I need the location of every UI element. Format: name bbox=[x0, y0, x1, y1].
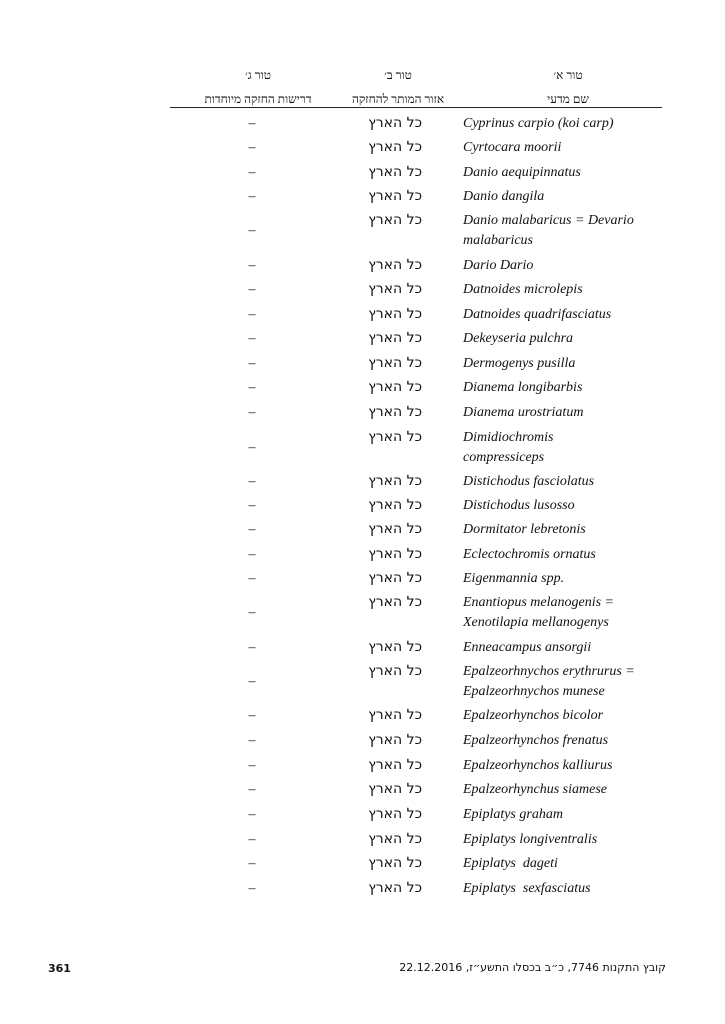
scientific-name: Eclectochromis ornatus bbox=[463, 547, 596, 562]
scientific-name: Epiplatys sexfasciatus bbox=[463, 881, 591, 896]
special-requirements: – bbox=[248, 807, 256, 822]
scientific-name: Dianema urostriatum bbox=[463, 405, 584, 420]
special-requirements: – bbox=[248, 547, 256, 562]
special-requirements: – bbox=[248, 733, 256, 748]
special-requirements: – bbox=[248, 356, 256, 371]
scientific-name: Epalzeorhynchos frenatus bbox=[463, 733, 609, 748]
permitted-area: כל הארץ bbox=[368, 880, 422, 896]
special-requirements: – bbox=[248, 708, 256, 723]
special-requirements: – bbox=[248, 498, 256, 513]
permitted-area: כל הארץ bbox=[368, 781, 422, 797]
scientific-name: Epalzeorhnychos erythrurus = Epalzeorhnychos munese bbox=[463, 664, 635, 699]
scientific-name: Dermogenys pusilla bbox=[463, 356, 576, 371]
permitted-area: כל הארץ bbox=[368, 306, 422, 322]
special-requirements: – bbox=[248, 881, 256, 896]
permitted-area: כל הארץ bbox=[368, 663, 422, 679]
scientific-name: Cyrtocara moorii bbox=[463, 140, 562, 155]
permitted-area: כל הארץ bbox=[368, 570, 422, 586]
permitted-area: כל הארץ bbox=[368, 330, 422, 346]
page-number: 361 bbox=[48, 962, 71, 975]
permitted-area: כל הארץ bbox=[368, 115, 422, 131]
permitted-area: כל הארץ bbox=[368, 473, 422, 489]
permitted-area: כל הארץ bbox=[368, 855, 422, 871]
scientific-name: Epiplatys graham bbox=[463, 807, 563, 822]
scientific-name: Dormitator lebretonis bbox=[463, 522, 586, 537]
scientific-name: Epalzeorhynchos kalliurus bbox=[463, 758, 613, 773]
special-requirements: – bbox=[248, 307, 256, 322]
permitted-area: כל הארץ bbox=[368, 806, 422, 822]
scientific-name: Distichodus lusosso bbox=[463, 498, 575, 513]
permitted-area: כל הארץ bbox=[368, 355, 422, 371]
permitted-area: כל הארץ bbox=[368, 379, 422, 395]
scientific-name: Datnoides microlepis bbox=[463, 282, 583, 297]
special-requirements: – bbox=[248, 405, 256, 420]
permitted-area: כל הארץ bbox=[368, 757, 422, 773]
special-requirements: – bbox=[248, 189, 256, 204]
special-requirements: – bbox=[248, 571, 256, 586]
special-requirements: – bbox=[248, 140, 256, 155]
column-a-label: טור א׳ bbox=[553, 68, 583, 82]
permitted-area: כל הארץ bbox=[368, 732, 422, 748]
permitted-area: כל הארץ bbox=[368, 257, 422, 273]
column-b-sub: אזור המותר להחזקה bbox=[351, 92, 445, 106]
special-requirements: – bbox=[248, 223, 256, 238]
special-requirements: – bbox=[248, 640, 256, 655]
scientific-name: Cyprinus carpio (koi carp) bbox=[463, 116, 614, 131]
permitted-area: כל הארץ bbox=[368, 707, 422, 723]
permitted-area: כל הארץ bbox=[368, 139, 422, 155]
scientific-name: Dimidiochromis compressiceps bbox=[463, 430, 554, 465]
special-requirements: – bbox=[248, 674, 256, 689]
permitted-area: כל הארץ bbox=[368, 521, 422, 537]
permitted-area: כל הארץ bbox=[368, 831, 422, 847]
special-requirements: – bbox=[248, 605, 256, 620]
scientific-name: Epiplatys dageti bbox=[463, 856, 558, 871]
special-requirements: – bbox=[248, 282, 256, 297]
special-requirements: – bbox=[248, 440, 256, 455]
special-requirements: – bbox=[248, 258, 256, 273]
permitted-area: כל הארץ bbox=[368, 429, 422, 445]
scientific-name: Dario Dario bbox=[463, 258, 534, 273]
scientific-name: Danio aequipinnatus bbox=[463, 165, 581, 180]
scientific-name: Enneacampus ansorgii bbox=[463, 640, 592, 655]
permitted-area: כל הארץ bbox=[368, 594, 422, 610]
special-requirements: – bbox=[248, 474, 256, 489]
special-requirements: – bbox=[248, 856, 256, 871]
permitted-area: כל הארץ bbox=[368, 639, 422, 655]
scientific-name: Eigenmannia spp. bbox=[463, 571, 565, 586]
special-requirements: – bbox=[248, 165, 256, 180]
scientific-name: Dekeyseria pulchra bbox=[463, 331, 574, 346]
special-requirements: – bbox=[248, 116, 256, 131]
special-requirements: – bbox=[248, 832, 256, 847]
permitted-area: כל הארץ bbox=[368, 281, 422, 297]
permitted-area: כל הארץ bbox=[368, 212, 422, 228]
scientific-name: Epalzeorhynchus siamese bbox=[463, 782, 607, 797]
permitted-area: כל הארץ bbox=[368, 164, 422, 180]
column-a-sub: שם מדעי bbox=[547, 92, 589, 106]
special-requirements: – bbox=[248, 522, 256, 537]
scientific-name: Distichodus fasciolatus bbox=[463, 474, 595, 489]
special-requirements: – bbox=[248, 380, 256, 395]
scientific-name: Epiplatys longiventralis bbox=[463, 832, 598, 847]
column-b-label: טור ב׳ bbox=[384, 68, 412, 82]
footer-gazette-title: קובץ התקנות 7746, כ״ב בכסלו התשע״ז, 22.12.2016 bbox=[399, 961, 666, 974]
column-c-sub: דרישות החזקה מיוחדות bbox=[204, 92, 312, 106]
special-requirements: – bbox=[248, 758, 256, 773]
scientific-name: Enantiopus melanogenis = Xenotilapia mellanogenys bbox=[463, 595, 614, 630]
column-c-label: טור ג׳ bbox=[245, 68, 271, 82]
special-requirements: – bbox=[248, 782, 256, 797]
permitted-area: כל הארץ bbox=[368, 188, 422, 204]
scientific-name: Danio dangila bbox=[463, 189, 545, 204]
permitted-area: כל הארץ bbox=[368, 404, 422, 420]
scientific-name: Epalzeorhynchos bicolor bbox=[463, 708, 604, 723]
scientific-name: Danio malabaricus = Devario malabaricus bbox=[463, 213, 634, 248]
header-divider bbox=[170, 107, 662, 108]
permitted-area: כל הארץ bbox=[368, 546, 422, 562]
permitted-area: כל הארץ bbox=[368, 497, 422, 513]
scientific-name: Dianema longibarbis bbox=[463, 380, 583, 395]
special-requirements: – bbox=[248, 331, 256, 346]
scientific-name: Datnoides quadrifasciatus bbox=[463, 307, 612, 322]
